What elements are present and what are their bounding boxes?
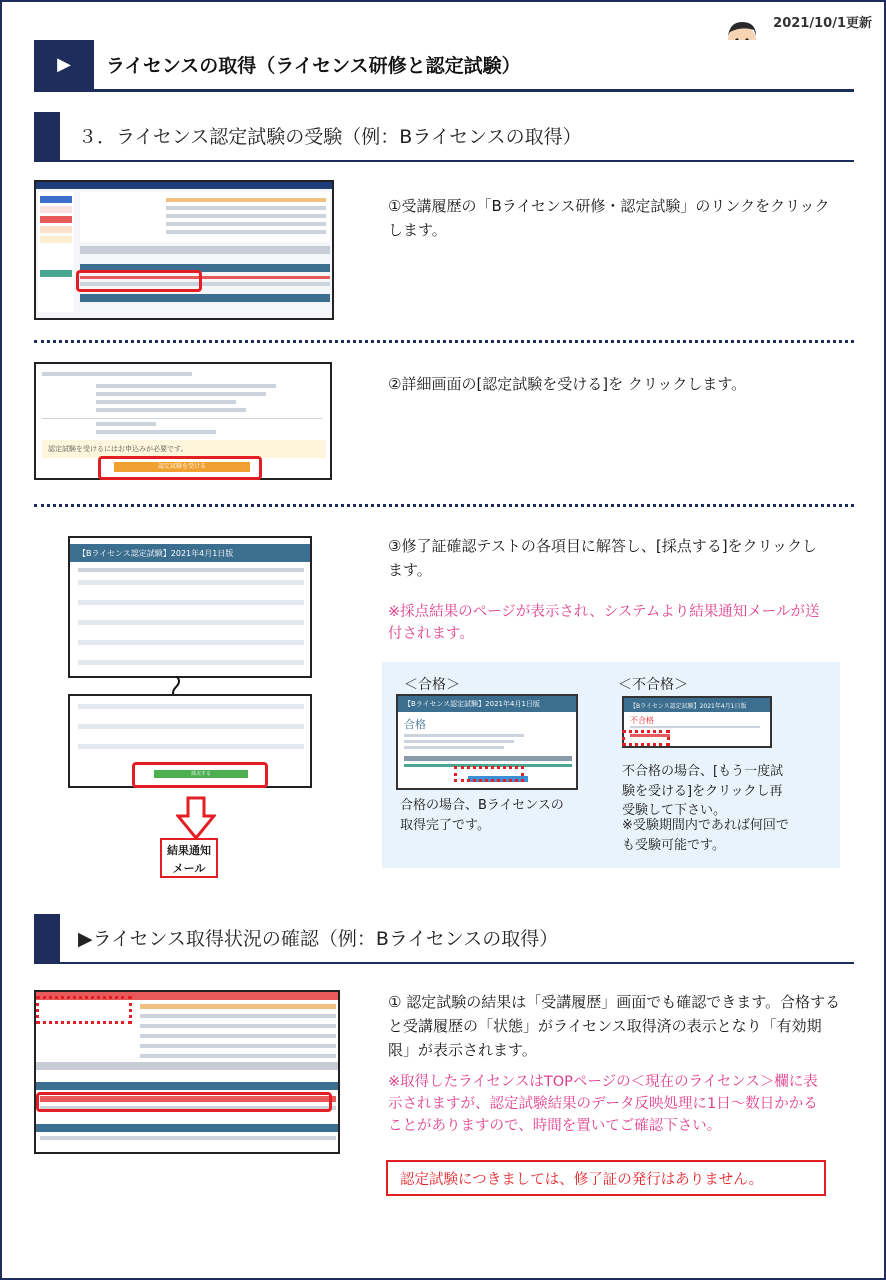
step-2-text: ②詳細画面の[認定試験を受ける]を クリックします。 [388, 375, 747, 393]
fail-note: ※受験期間内であれば何回でも受験可能です。 [622, 818, 789, 853]
highlight-score-button [132, 762, 268, 788]
test-card-title: 【Bライセンス認定試験】2021年4月1日版 [70, 544, 310, 562]
step-3-note: ※採点結果のページが表示され、システムより結果通知メールが送付されます。 [388, 604, 820, 642]
exam-button[interactable]: 認定試験を受ける [114, 462, 250, 472]
section-2-title: ▶ライセンス取得状況の確認（例：Bライセンスの取得） [78, 928, 559, 950]
fail-text: 不合格の場合、[もう一度試験を受ける]をクリックし再受験して下さい。 [622, 764, 784, 818]
pass-text: 合格の場合、Bライセンスの取得完了です。 [400, 798, 564, 833]
section-1-heading [34, 112, 854, 162]
step-1-text: ①受講履歴の「Bライセンス研修・認定試験」のリンクをクリックします。 [388, 197, 830, 239]
section-2-note: ※取得したライセンスはTOPページの＜現在のライセンス＞欄に表示されますが、認定試験結果のデータ反映処理に1日～数日かかることがありますので、時間を置いてご確認下さい。 [388, 1074, 818, 1134]
section-2-heading [34, 914, 854, 964]
update-date: 2021/10/1更新 [773, 16, 872, 31]
fail-word: 不合格 [630, 716, 654, 725]
highlight-current-license [36, 996, 132, 1024]
highlight-history-link [76, 270, 202, 292]
pass-word: 合格 [404, 718, 426, 731]
banner-arrow-icon: ▶ [34, 40, 94, 89]
main-banner [34, 40, 854, 92]
screenshot-history [34, 180, 334, 320]
score-button[interactable]: 採点する [154, 770, 248, 778]
exam-prompt: 認定試験を受けるにはお申込みが必要です。 [42, 440, 326, 458]
arrow-down-icon [176, 796, 216, 840]
certificate-warning: 認定試験につきましては、修了証の発行はありません。 [386, 1160, 826, 1196]
highlight-license-row [36, 1092, 332, 1112]
highlight-pass-button [454, 766, 524, 782]
section-2-step-1: ① 認定試験の結果は「受講履歴」画面でも確認できます。合格すると受講履歴の「状態」がライセンス取得済の表示となり「有効期限」が表示されます。 [388, 993, 841, 1059]
pass-card-title: 【Bライセンス認定試験】2021年4月1日版 [398, 696, 576, 712]
pass-label: ＜合格＞ [404, 677, 460, 693]
result-panel [382, 662, 840, 868]
divider-1 [34, 340, 854, 343]
fail-card-title: 【Bライセンス認定試験】2021年4月1日版 [624, 698, 770, 712]
section-1-title: ３．ライセンス認定試験の受験（例：Bライセンスの取得） [78, 126, 582, 148]
screenshot-test-top [68, 536, 312, 678]
step-3-text: ③修了証確認テストの各項目に解答し、[採点する]をクリックします。 [388, 537, 817, 579]
highlight-retry-button [622, 730, 670, 746]
highlight-exam-button [98, 456, 262, 480]
result-mail-badge: 結果通知 メール [160, 838, 218, 878]
divider-2 [34, 504, 854, 507]
banner-title: ライセンスの取得（ライセンス研修と認定試験） [106, 55, 521, 77]
fail-label: ＜不合格＞ [618, 677, 688, 693]
